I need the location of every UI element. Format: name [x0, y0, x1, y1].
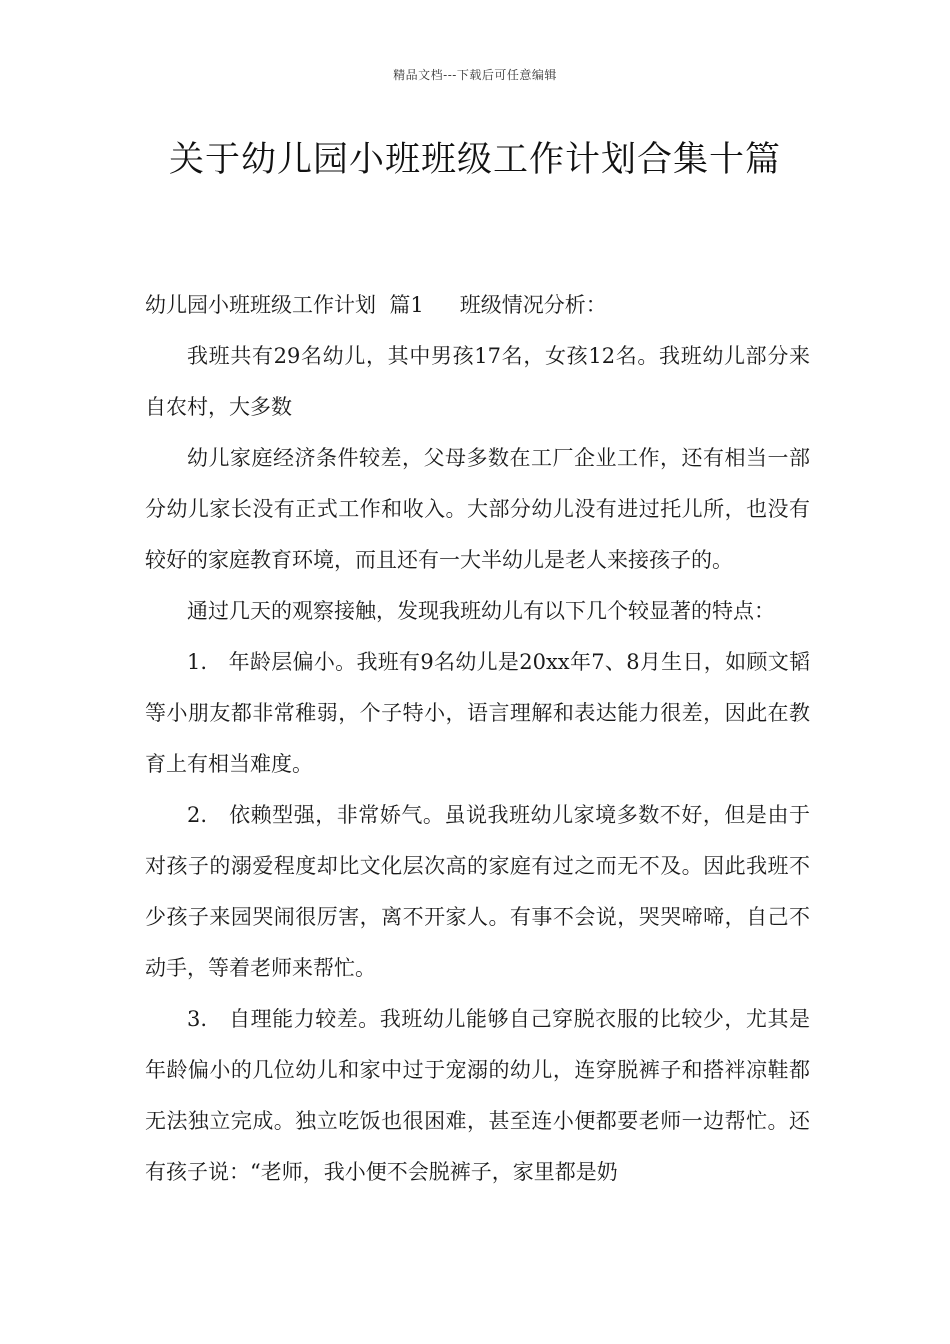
paragraph-class-size: 我班共有29名幼儿，其中男孩17名，女孩12名。我班幼儿部分来自农村，大多数: [145, 344, 810, 419]
paragraph-observations: 通过几天的观察接触，发现我班幼儿有以下几个较显著的特点：: [187, 599, 775, 623]
section-subheading: 班级情况分析：: [459, 293, 607, 317]
section-heading-line: [145, 280, 810, 331]
section-heading: 幼儿园小班班级工作计划 篇1: [145, 293, 424, 317]
document-body: [145, 280, 810, 1198]
header-note: 精品文档---下载后可任意编辑: [393, 68, 557, 82]
document-title: 关于幼儿园小班班级工作计划合集十篇: [168, 140, 781, 180]
paragraph-point-1: 1. 年龄层偏小。我班有9名幼儿是20xx年7、8月生日，如顾文韬等小朋友都非常稚弱，个子特小，语言理解和表达能力很差，因此在教育上有相当难度。: [145, 650, 810, 776]
paragraph-point-3: 3. 自理能力较差。我班幼儿能够自己穿脱衣服的比较少，尤其是年龄偏小的几位幼儿和家中过于宠溺的幼儿，连穿脱裤子和搭袢凉鞋都无法独立完成。独立吃饭也很困难，甚至连小便都要老师一边帮忙。还有孩子说：“老师，我小便不会脱裤子，家里都是奶: [145, 1007, 810, 1184]
paragraph-point-2: 2. 依赖型强，非常娇气。虽说我班幼儿家境多数不好，但是由于对孩子的溺爱程度却比文化层次高的家庭有过之而无不及。因此我班不少孩子来园哭闹很厉害，离不开家人。有事不会说，哭哭啼啼，自己不动手，等着老师来帮忙。: [145, 803, 810, 980]
paragraph-family-background: 幼儿家庭经济条件较差，父母多数在工厂企业工作，还有相当一部分幼儿家长没有正式工作和收入。大部分幼儿没有进过托儿所，也没有较好的家庭教育环境，而且还有一大半幼儿是老人来接孩子的。: [145, 446, 810, 572]
